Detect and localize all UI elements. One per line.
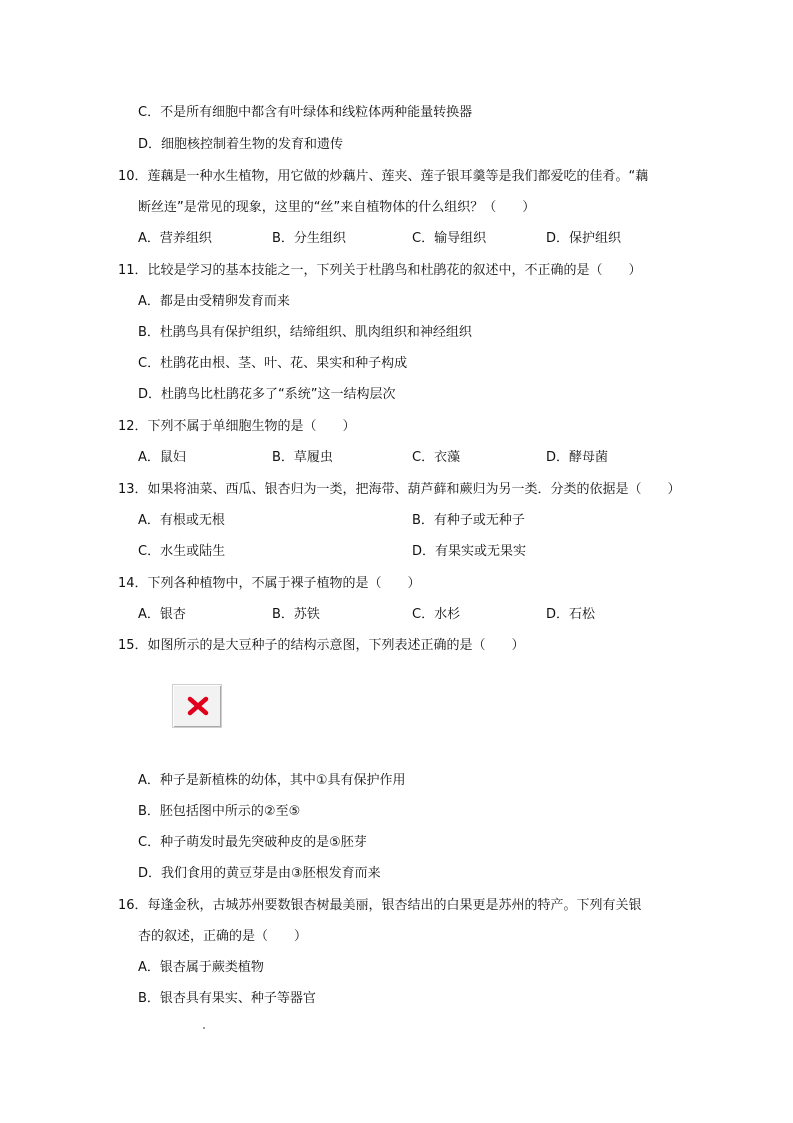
q14-option-d: D．石松 xyxy=(546,607,596,622)
broken-image-icon xyxy=(172,684,222,728)
q15-option-a: A．种子是新植株的幼体，其中①具有保护作用 xyxy=(138,773,406,788)
q10-option-c: C．输导组织 xyxy=(412,231,487,246)
question-11: 11．比较是学习的基本技能之一，下列关于杜鹃鸟和杜鹃花的叙述中，不正确的是（ ） xyxy=(118,263,642,278)
question-16-line-2: 杏的叙述，正确的是（ ） xyxy=(138,929,308,944)
q14-option-c: C．水杉 xyxy=(412,607,461,622)
q11-option-a: A．都是由受精卵发育而来 xyxy=(138,294,290,309)
c9: C．不是所有细胞中都含有叶绿体和线粒体两种能量转换器 xyxy=(138,105,473,120)
page-mark xyxy=(203,1027,205,1029)
d9: D．细胞核控制着生物的发育和遗传 xyxy=(138,137,344,152)
q14-option-b: B．苏铁 xyxy=(272,607,320,622)
q12-option-c: C．衣藻 xyxy=(412,450,461,465)
q11-option-b: B．杜鹃鸟具有保护组织，结缔组织、肌肉组织和神经组织 xyxy=(138,325,472,340)
q11-option-c: C．杜鹃花由根、茎、叶、花、果实和种子构成 xyxy=(138,356,408,371)
question-15: 15．如图所示的是大豆种子的结构示意图，下列表述正确的是（ ） xyxy=(118,638,525,653)
question-10-line-2: 断丝连”是常见的现象，这里的“丝”来自植物体的什么组织？（ ） xyxy=(138,200,536,215)
q16-option-b: B．银杏具有果实、种子等器官 xyxy=(138,991,316,1006)
q15-option-b: B．胚包括图中所示的②至⑤ xyxy=(138,804,301,819)
q10-option-a: A．营养组织 xyxy=(138,231,212,246)
q12-option-b: B．草履虫 xyxy=(272,450,333,465)
question-10-line-1: 10．莲藕是一种水生植物，用它做的炒藕片、莲夹、莲子银耳羹等是我们都爱吃的佳肴。“藕 xyxy=(118,169,649,184)
q10-option-b: B．分生组织 xyxy=(272,231,346,246)
question-14: 14．下列各种植物中，不属于裸子植物的是（ ） xyxy=(118,576,421,591)
q14-option-a: A．银杏 xyxy=(138,607,186,622)
q15-option-c: C．种子萌发时最先突破种皮的是⑤胚芽 xyxy=(138,835,367,850)
question-12: 12．下列不属于单细胞生物的是（ ） xyxy=(118,419,356,434)
q13-option-a: A．有根或无根 xyxy=(138,513,225,528)
q12-option-a: A．鼠妇 xyxy=(138,450,186,465)
q16-option-a: A．银杏属于蕨类植物 xyxy=(138,960,264,975)
question-13: 13．如果将油菜、西瓜、银杏归为一类，把海带、葫芦藓和蕨归为另一类．分类的依据是（ ） xyxy=(118,482,681,497)
q11-option-d: D．杜鹃鸟比杜鹃花多了“系统”这一结构层次 xyxy=(138,387,396,402)
q13-option-b: B．有种子或无种子 xyxy=(412,513,525,528)
q13-option-c: C．水生或陆生 xyxy=(138,544,226,559)
q15-option-d: D．我们食用的黄豆芽是由③胚根发育而来 xyxy=(138,866,381,881)
q12-option-d: D．酵母菌 xyxy=(546,450,609,465)
q10-option-d: D．保护组织 xyxy=(546,231,622,246)
question-16-line-1: 16．每逢金秋，古城苏州要数银杏树最美丽，银杏结出的白果更是苏州的特产。下列有关银 xyxy=(118,898,642,913)
q13-option-d: D．有果实或无果实 xyxy=(412,544,527,559)
